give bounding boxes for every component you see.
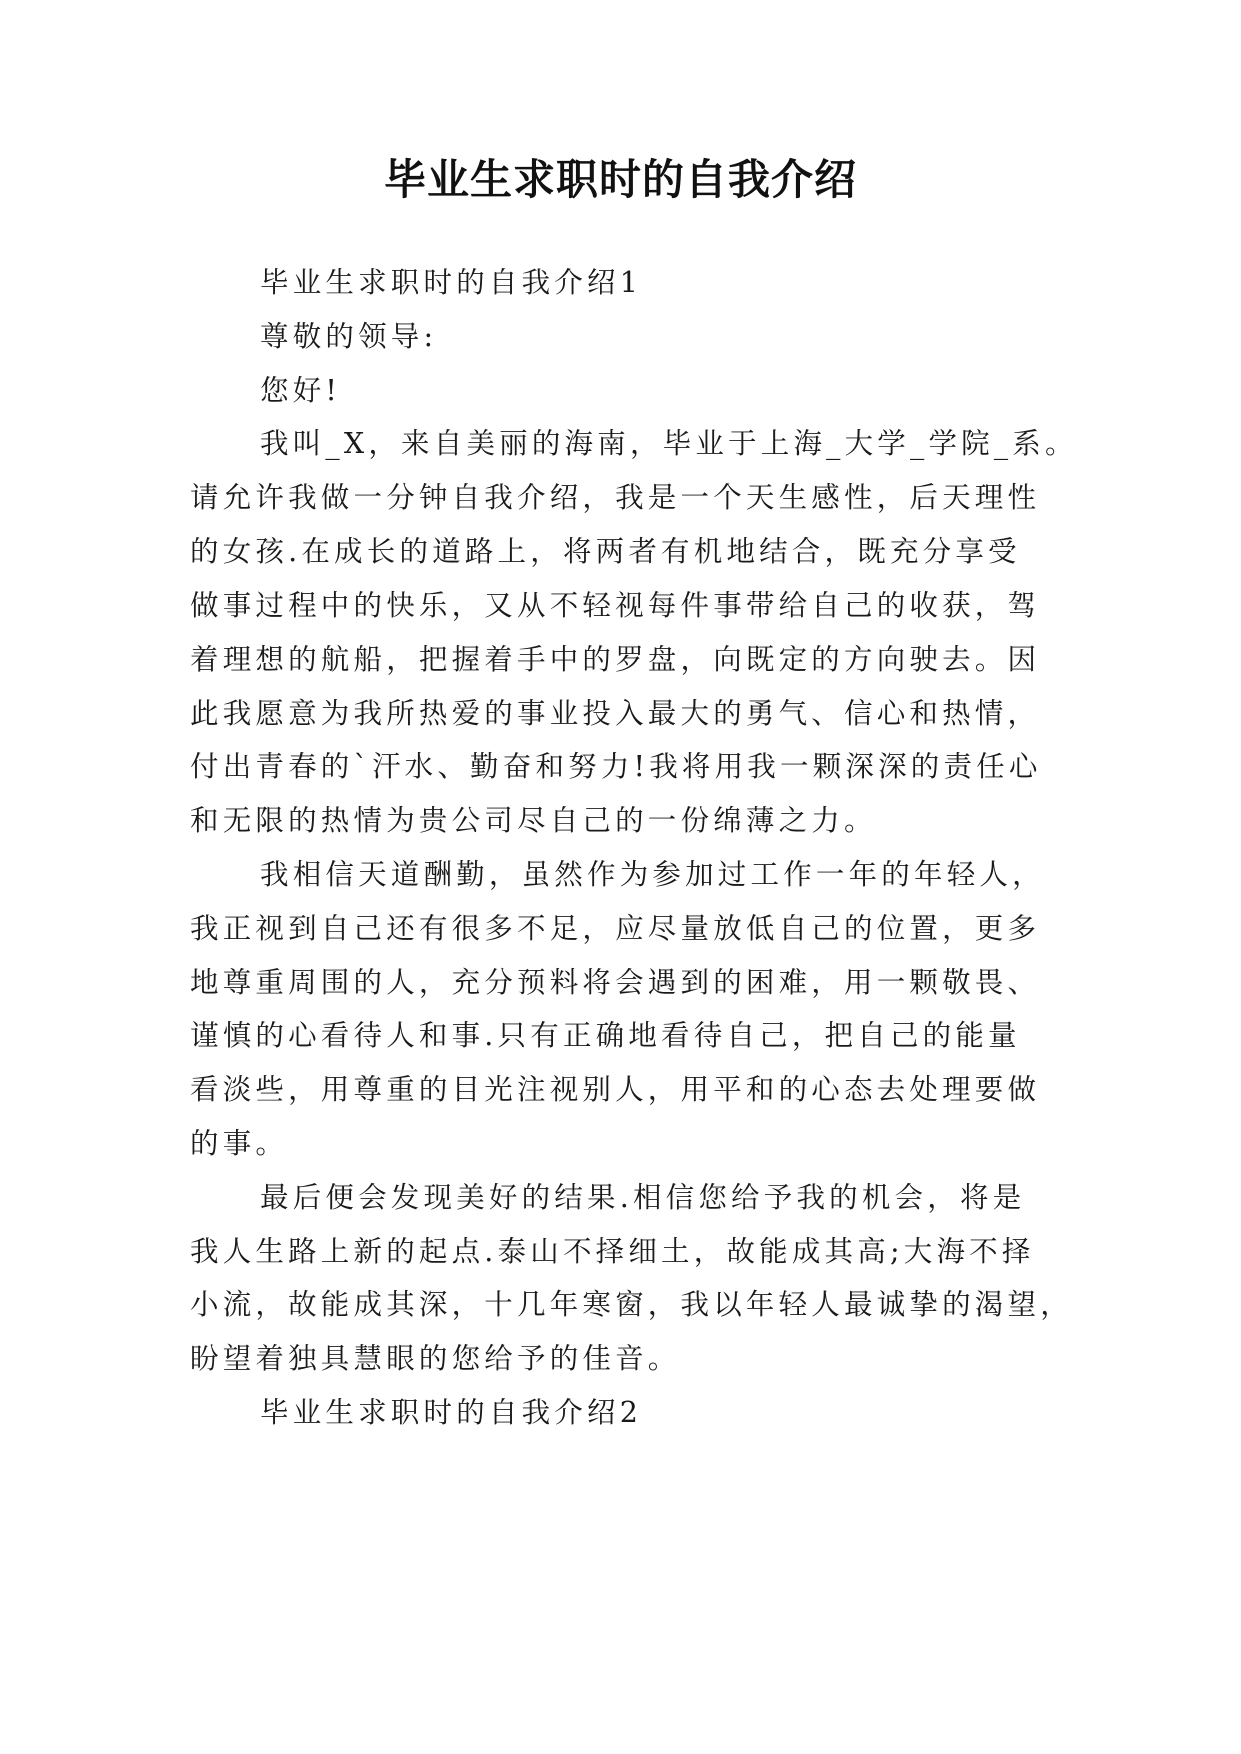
salutation-line: 尊敬的领导:	[260, 320, 438, 353]
paragraph-line: 谨慎的心看待人和事.只有正确地看待自己，把自己的能量	[190, 1019, 1021, 1052]
paragraph-line: 的女孩.在成长的道路上，将两者有机地结合，既充分享受	[190, 535, 1021, 568]
document-title: 毕业生求职时的自我介绍	[383, 155, 857, 204]
paragraph-line: 小流，故能成其深，十几年寒窗，我以年轻人最诚挚的渴望，	[190, 1288, 1073, 1321]
paragraph-line: 和无限的热情为贵公司尽自己的一份绵薄之力。	[190, 804, 877, 837]
paragraph-line: 我相信天道酬勤，虽然作为参加过工作一年的年轻人，	[260, 858, 1045, 891]
paragraph-line: 着理想的航船，把握着手中的罗盘，向既定的方向驶去。因	[190, 643, 1041, 676]
paragraph-line: 盼望着独具慧眼的您给予的佳音。	[190, 1342, 681, 1375]
paragraph-line: 请允许我做一分钟自我介绍，我是一个天生感性，后天理性	[190, 481, 1041, 514]
paragraph-line: 付出青春的`汗水、勤奋和努力!我将用我一颗深深的责任心	[190, 750, 1042, 783]
greeting-line: 您好!	[260, 374, 342, 407]
paragraph-line: 此我愿意为我所热爱的事业投入最大的勇气、信心和热情，	[190, 697, 1041, 730]
paragraph-line: 地尊重周围的人，充分预料将会遇到的困难，用一颗敬畏、	[190, 966, 1041, 999]
paragraph-line: 我叫_X，来自美丽的海南，毕业于上海_大学_学院_系。	[260, 427, 1078, 460]
section-heading-1: 毕业生求职时的自我介绍1	[260, 266, 643, 299]
paragraph-line: 看淡些，用尊重的目光注视别人，用平和的心态去处理要做	[190, 1073, 1041, 1106]
paragraph-line: 最后便会发现美好的结果.相信您给予我的机会，将是	[260, 1181, 1026, 1214]
paragraph-line: 我人生路上新的起点.泰山不择细土，故能成其高;大海不择	[190, 1235, 1035, 1268]
section-heading-2: 毕业生求职时的自我介绍2	[260, 1396, 643, 1429]
paragraph-line: 做事过程中的快乐，又从不轻视每件事带给自己的收获，驾	[190, 589, 1041, 622]
paragraph-line: 我正视到自己还有很多不足，应尽量放低自己的位置，更多	[190, 912, 1041, 945]
paragraph-line: 的事。	[190, 1127, 289, 1160]
